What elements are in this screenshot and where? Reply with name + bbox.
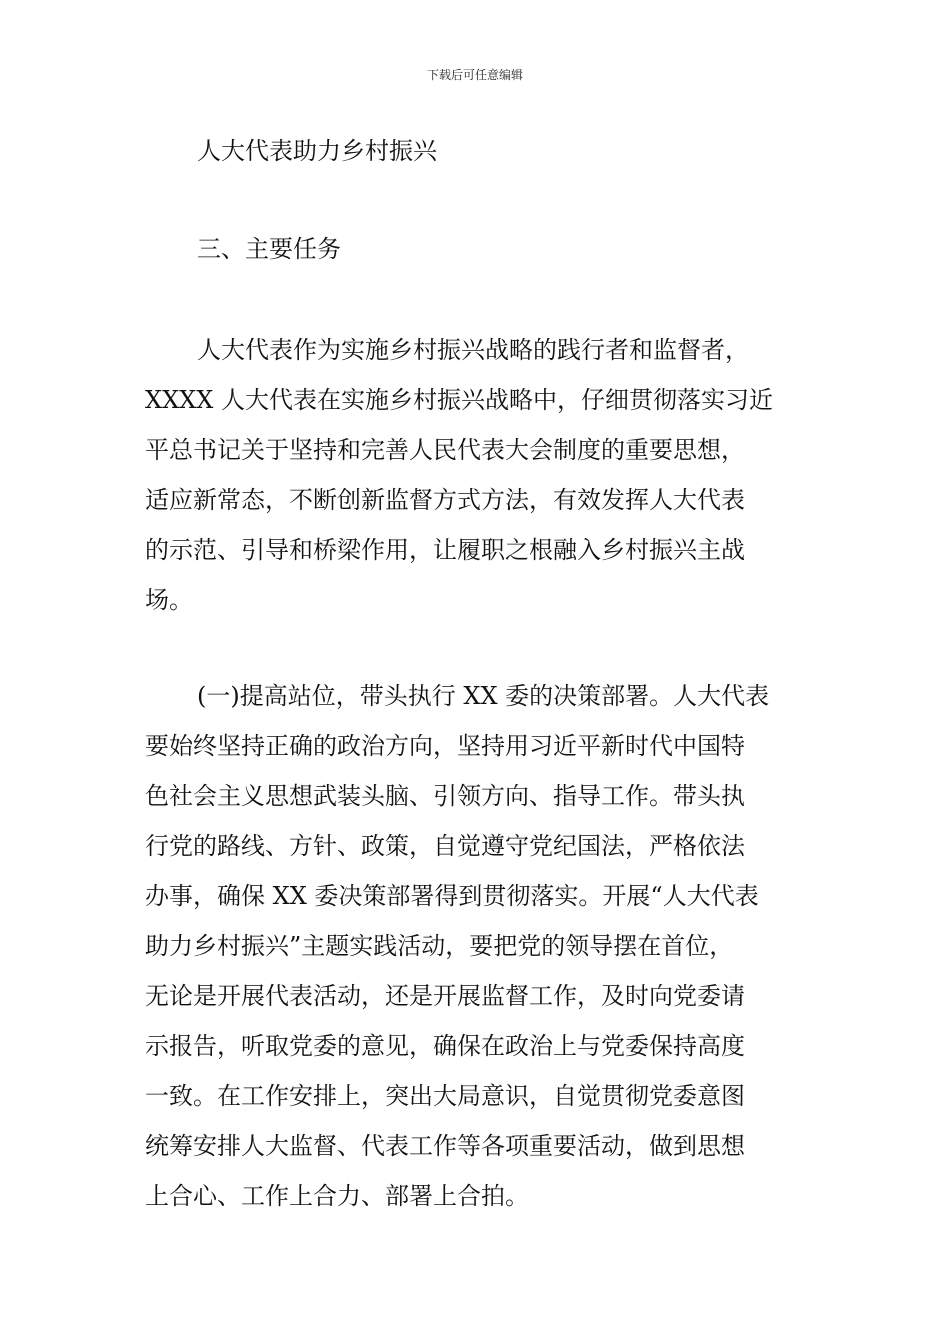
paragraph-line: 的示范、引导和桥梁作用，让履职之根融入乡村振兴主战 <box>145 536 745 564</box>
section-heading: 三、主要任务 <box>197 235 341 263</box>
paragraph-line: 办事，确保 XX 委决策部署得到贯彻落实。开展“人大代表 <box>145 882 759 910</box>
paragraph-line: 色社会主义思想武装头脑、引领方向、指导工作。带头执 <box>145 782 745 810</box>
paragraph-line: 场。 <box>145 586 193 614</box>
paragraph-line: 统筹安排人大监督、代表工作等各项重要活动，做到思想 <box>145 1132 745 1160</box>
paragraph-intro <box>145 325 835 625</box>
page-header-note: 下载后可任意编辑 <box>426 68 523 82</box>
paragraph-line: 行党的路线、方针、政策，自觉遵守党纪国法，严格依法 <box>145 832 745 860</box>
paragraph-line: XXXX 人大代表在实施乡村振兴战略中，仔细贯彻落实习近 <box>145 386 773 414</box>
paragraph-line: (一)提高站位，带头执行 XX 委的决策部署。人大代表 <box>197 682 770 710</box>
paragraph-line: 人大代表作为实施乡村振兴战略的践行者和监督者， <box>197 336 749 364</box>
paragraph-task-one <box>145 671 835 1221</box>
paragraph-line: 上合心、工作上合力、部署上合拍。 <box>145 1182 529 1210</box>
paragraph-line: 助力乡村振兴”主题实践活动，要把党的领导摆在首位， <box>145 932 734 960</box>
paragraph-line: 示报告，听取党委的意见，确保在政治上与党委保持高度 <box>145 1032 745 1060</box>
paragraph-line: 平总书记关于坚持和完善人民代表大会制度的重要思想， <box>145 436 745 464</box>
paragraph-line: 无论是开展代表活动，还是开展监督工作，及时向党委请 <box>145 982 745 1010</box>
paragraph-line: 适应新常态，不断创新监督方式方法，有效发挥人大代表 <box>145 486 745 514</box>
paragraph-line: 一致。在工作安排上，突出大局意识，自觉贯彻党委意图 <box>145 1082 745 1110</box>
paragraph-line: 要始终坚持正确的政治方向，坚持用习近平新时代中国特 <box>145 732 745 760</box>
document-title: 人大代表助力乡村振兴 <box>197 137 437 165</box>
